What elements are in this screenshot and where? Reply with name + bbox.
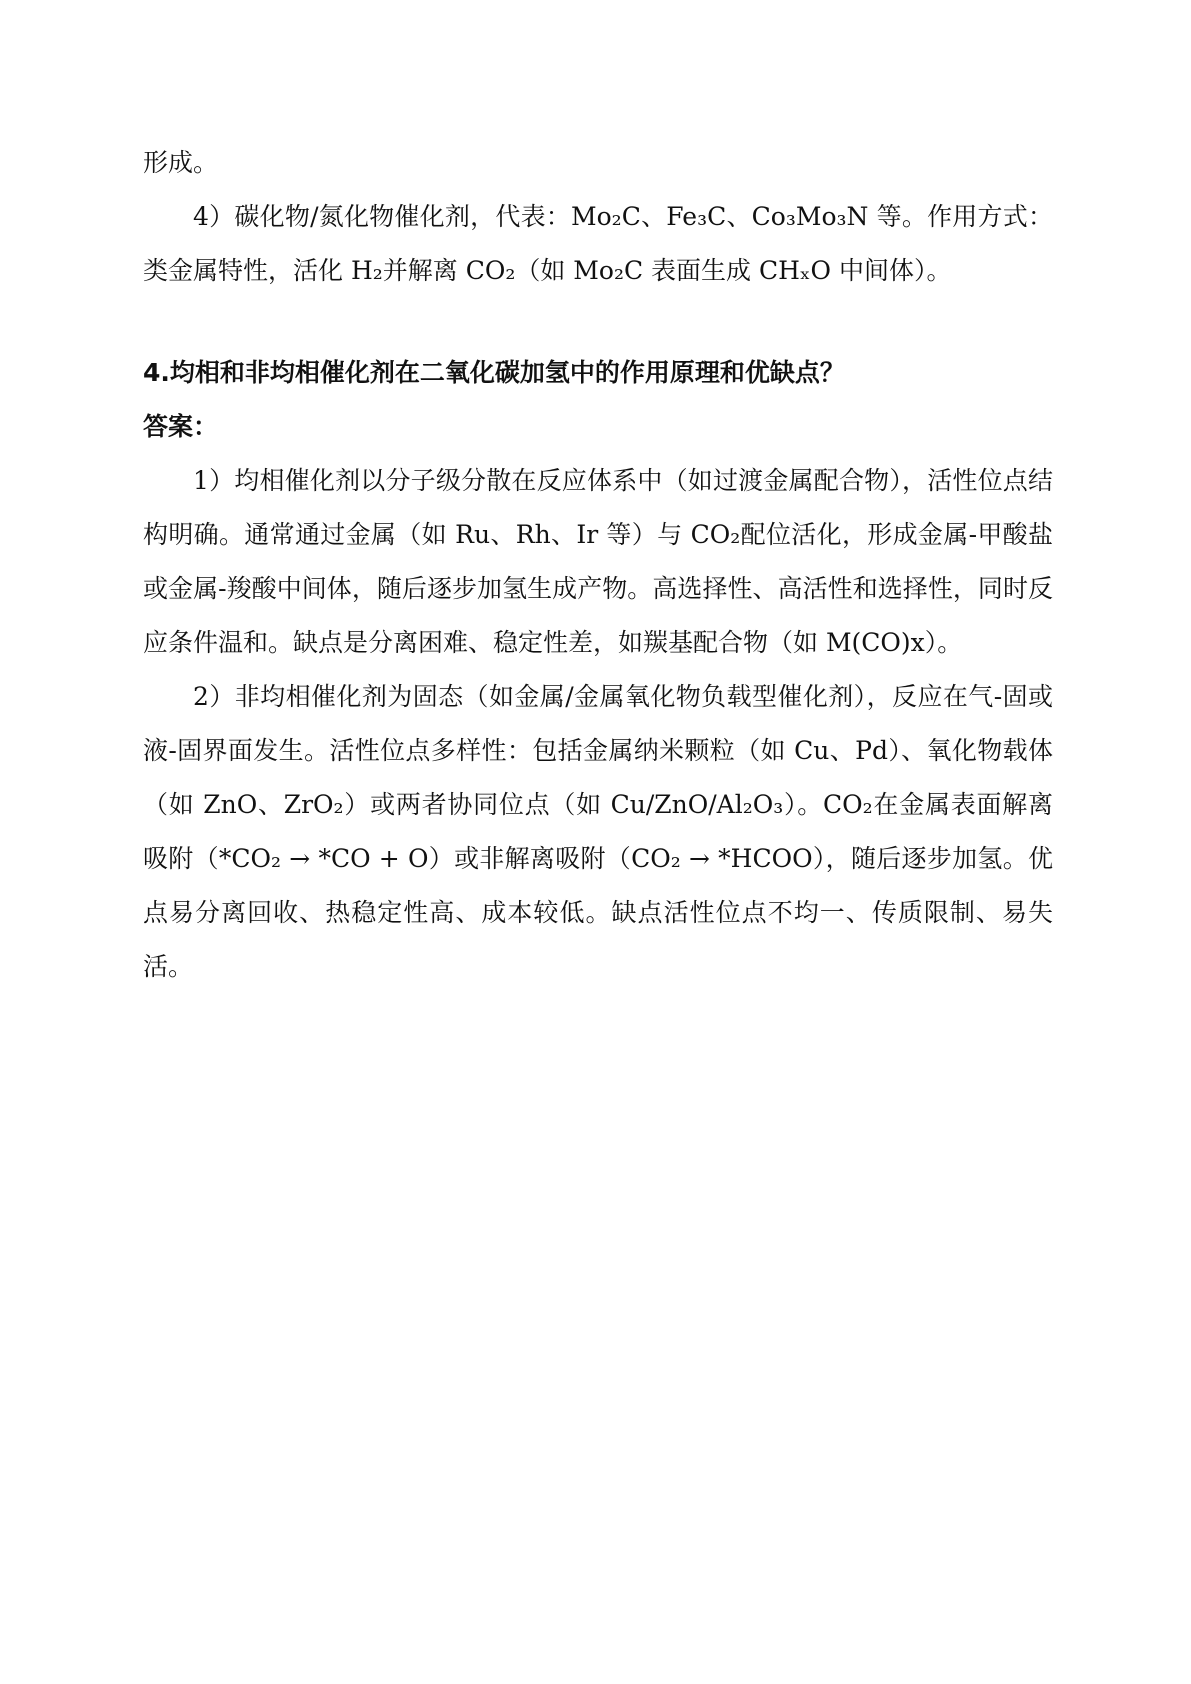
section-gap	[143, 298, 1053, 346]
paragraph-carbide-nitride-catalysts: 4）碳化物/氮化物催化剂，代表：Mo₂C、Fe₃C、Co₃Mo₃N 等。作用方式：类金属特性，活化 H₂并解离 CO₂（如 Mo₂C 表面生成 CHₓO 中间体）。	[143, 202, 1053, 285]
paragraph-heterogeneous-catalysts: 2）非均相催化剂为固态（如金属/金属氧化物负载型催化剂），反应在气-固或液-固界面发生。活性位点多样性：包括金属纳米颗粒（如 Cu、Pd）、氧化物载体（如 ZnO、ZrO₂）或两者协同位点（如 Cu/ZnO/Al₂O₃）。CO₂在金属表面解离吸附（*CO₂ → *CO + O）或非解离吸附（CO₂ → *HCOO），随后逐步加氢。优点易分离回收、热稳定性高、成本较低。缺点活性位点不均一、传质限制、易失活。	[143, 682, 1053, 981]
paragraph-homogeneous-catalysts: 1）均相催化剂以分子级分散在反应体系中（如过渡金属配合物），活性位点结构明确。通常通过金属（如 Ru、Rh、Ir 等）与 CO₂配位活化，形成金属-甲酸盐或金属-羧酸中间体，随后逐步加氢生成产物。高选择性、高活性和选择性，同时反应条件温和。缺点是分离困难、稳定性差，如羰基配合物（如 M(CO)x）。	[143, 466, 1053, 657]
paragraph-continuation: 形成。	[143, 148, 219, 177]
document-body	[143, 136, 1053, 994]
question-heading: 4.均相和非均相催化剂在二氧化碳加氢中的作用原理和优缺点？	[143, 358, 845, 387]
answer-label: 答案：	[143, 412, 219, 441]
